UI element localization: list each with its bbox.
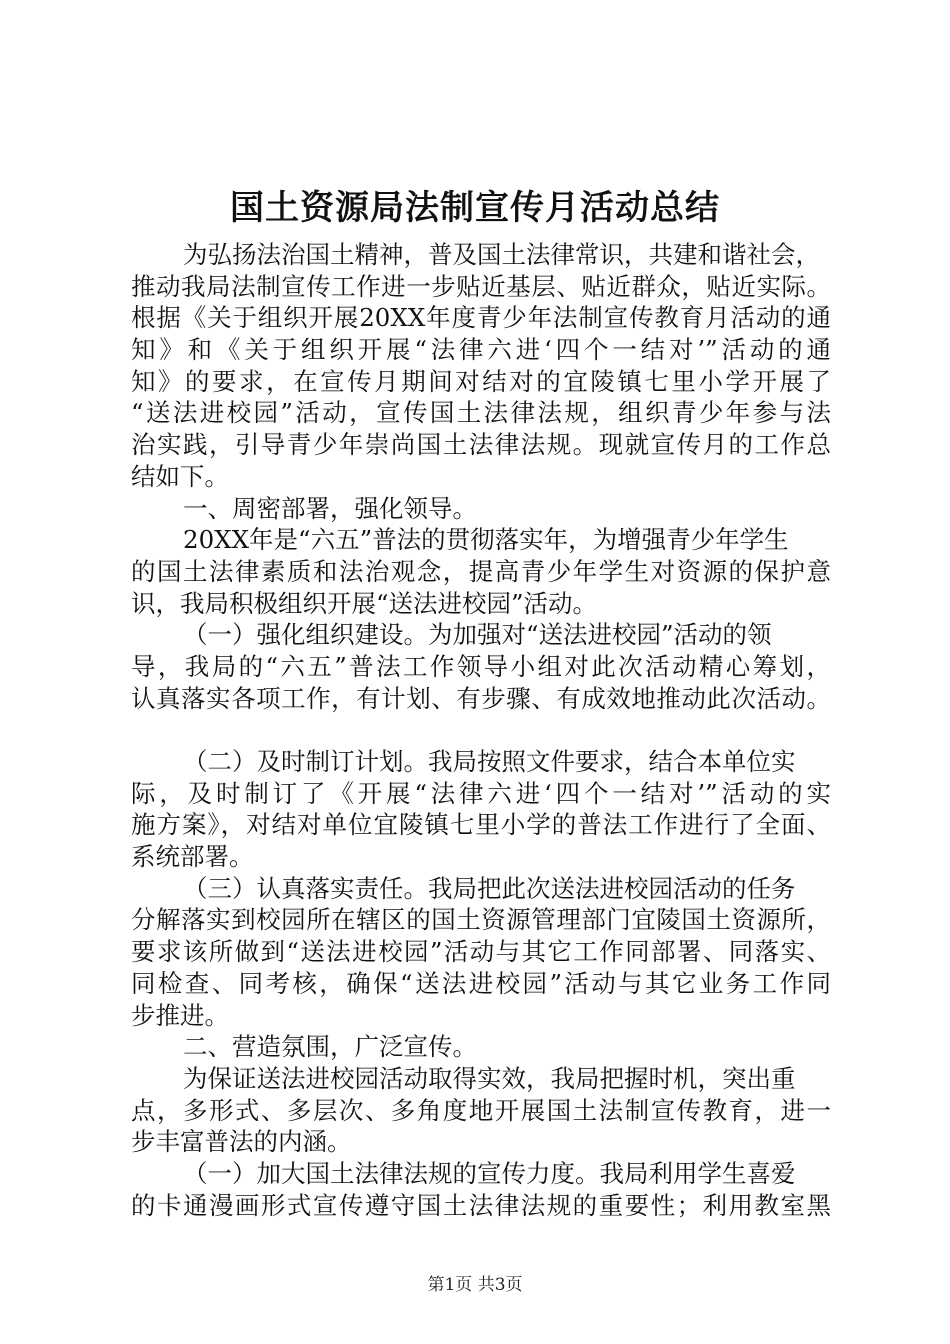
paragraph-line: 点，多形式、多层次、多角度地开展国土法制宣传教育，进一 <box>131 1095 831 1125</box>
paragraph-line: “送法进校园”活动，宣传国土法律法规，组织青少年参与法 <box>131 398 831 428</box>
paragraph-line: 同检查、同考核，确保“送法进校园”活动与其它业务工作同 <box>131 968 831 998</box>
paragraph-line: 为弘扬法治国土精神，普及国土法律常识，共建和谐社会， <box>183 240 820 269</box>
paragraph-line: （三）认真落实责任。我局把此次送法进校园活动的任务 <box>183 873 796 903</box>
paragraph-line: 施方案》，对结对单位宜陵镇七里小学的普法工作进行了全面、 <box>131 810 831 840</box>
paragraph-line: 知》和《关于组织开展“法律六进‘四个一结对’”活动的通 <box>131 335 831 365</box>
paragraph-line: （一）加大国土法律法规的宣传力度。我局利用学生喜爱 <box>183 1158 796 1188</box>
paragraph-line: 系统部署。 <box>131 842 254 872</box>
document-title: 国土资源局法制宣传月活动总结 <box>230 188 720 228</box>
paragraph-line: 认真落实各项工作，有计划、有步骤、有成效地推动此次活动。 <box>131 683 831 713</box>
paragraph-line: 知》的要求，在宣传月期间对结对的宜陵镇七里小学开展了 <box>131 366 831 396</box>
paragraph-line: 识，我局积极组织开展“送法进校园”活动。 <box>131 588 598 618</box>
paragraph-line: 的国土法律素质和法治观念，提高青少年学生对资源的保护意 <box>131 556 831 586</box>
document-body <box>131 239 831 1221</box>
section-heading: 一、周密部署，强化领导。 <box>183 493 477 523</box>
paragraph-line: 步丰富普法的内涵。 <box>131 1127 352 1157</box>
page-number-footer: 第1页 共3页 <box>427 1275 523 1295</box>
paragraph-line: 20XX年是“六五”普法的贯彻落实年，为增强青少年学生 <box>183 525 789 555</box>
paragraph-line: 根据《关于组织开展20XX年度青少年法制宣传教育月活动的通 <box>131 303 831 333</box>
paragraph-line: 治实践，引导青少年崇尚国土法律法规。现就宣传月的工作总 <box>131 430 831 460</box>
paragraph-line: （二）及时制订计划。我局按照文件要求，结合本单位实 <box>183 747 796 776</box>
paragraph-line: 要求该所做到“送法进校园”活动与其它工作同部署、同落实、 <box>131 937 831 967</box>
paragraph-line: 导，我局的“六五”普法工作领导小组对此次活动精心筹划， <box>131 651 831 681</box>
paragraph-line: 步推进。 <box>131 1000 229 1030</box>
paragraph-line: 推动我局法制宣传工作进一步贴近基层、贴近群众，贴近实际。 <box>131 271 831 301</box>
paragraph-line: 际，及时制订了《开展“法律六进‘四个一结对’”活动的实 <box>131 778 831 808</box>
blank-line <box>131 714 831 746</box>
paragraph-line: 的卡通漫画形式宣传遵守国土法律法规的重要性；利用教室黑 <box>131 1190 831 1220</box>
paragraph-line: 为保证送法进校园活动取得实效，我局把握时机，突出重 <box>183 1063 796 1093</box>
paragraph-line: 分解落实到校园所在辖区的国土资源管理部门宜陵国土资源所， <box>131 905 831 935</box>
section-heading: 二、营造氛围，广泛宣传。 <box>183 1032 477 1062</box>
paragraph-line: 结如下。 <box>131 461 229 491</box>
paragraph-line: （一）强化组织建设。为加强对“送法进校园”活动的领 <box>183 620 772 650</box>
